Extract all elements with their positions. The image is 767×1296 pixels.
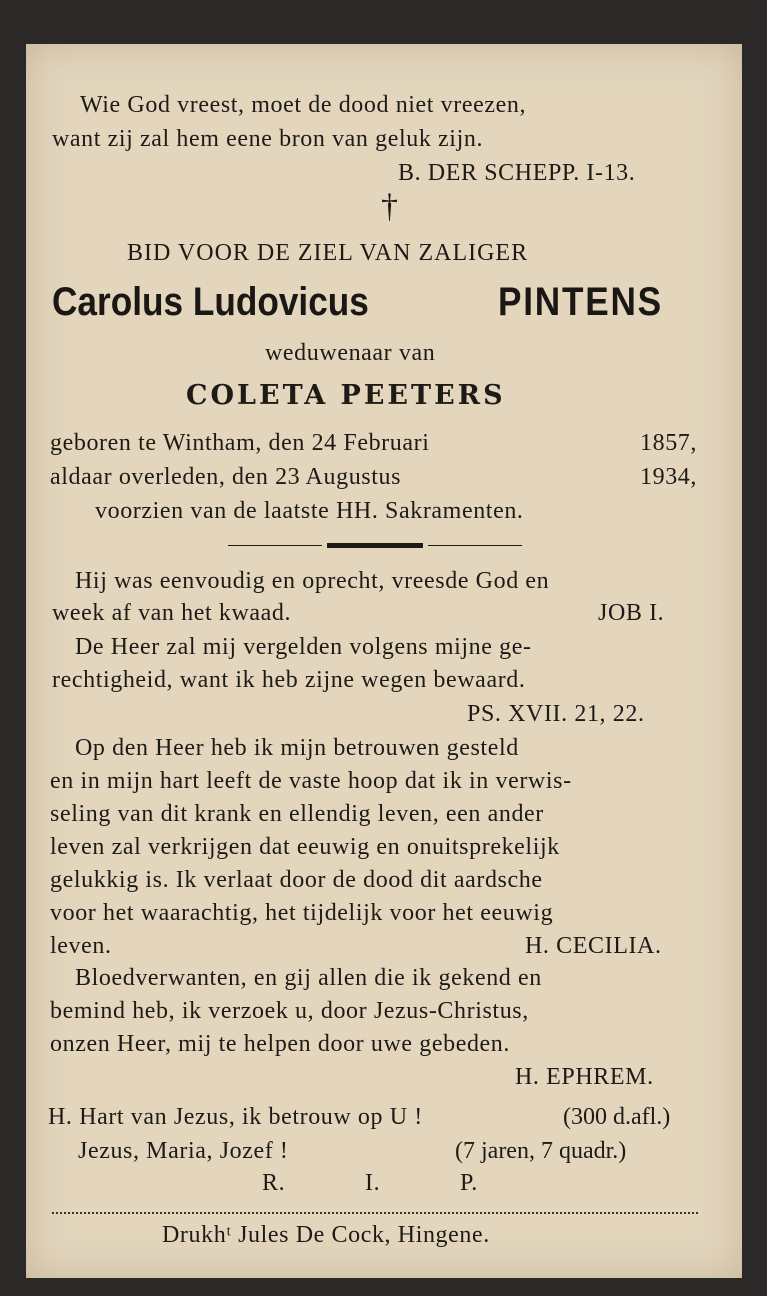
cross-icon: † xyxy=(381,188,398,225)
indulgence-2-note: (7 jaren, 7 quadr.) xyxy=(455,1138,627,1164)
dotted-rule xyxy=(52,1212,698,1214)
quote-3-line-7: leven. xyxy=(50,933,112,959)
card-paper xyxy=(26,44,742,1278)
spouse-name: COLETA PEETERS xyxy=(186,380,506,411)
birth-year: 1857, xyxy=(640,430,697,456)
quote-2-line-2: rechtigheid, want ik heb zijne wegen bewaard. xyxy=(52,667,526,693)
quote-3-line-1: Op den Heer heb ik mijn betrouwen gesteld xyxy=(75,735,519,761)
quote-1-line-2: week af van het kwaad. xyxy=(52,600,292,626)
quote-2-line-1: De Heer zal mij vergelden volgens mijne ge- xyxy=(75,634,532,660)
death-text: aldaar overleden, den 23 Augustus xyxy=(50,464,402,490)
quote-3-line-2: en in mijn hart leeft de vaste hoop dat ik in verwis- xyxy=(50,768,572,794)
quote-3-line-5: gelukkig is. Ik verlaat door de dood dit aardsche xyxy=(50,867,543,893)
deceased-given-names: Carolus Ludovicus xyxy=(52,280,369,324)
epigraph-line-2: want zij zal hem eene bron van geluk zijn. xyxy=(52,126,484,152)
epigraph-source: B. DER SCHEPP. I-13. xyxy=(398,160,636,186)
indulgence-2-text: Jezus, Maria, Jozef ! xyxy=(78,1138,289,1164)
quote-4-line-1: Bloedverwanten, en gij allen die ik gekend en xyxy=(75,965,542,991)
quote-3-line-4: leven zal verkrijgen dat eeuwig en onuitsprekelijk xyxy=(50,834,560,860)
quote-3-line-3: seling van dit krank en ellendig leven, een ander xyxy=(50,801,544,827)
sacraments-text: voorzien van de laatste HH. Sakramenten. xyxy=(95,498,524,524)
quote-4-source: H. EPHREM. xyxy=(515,1064,654,1090)
quote-4-line-2: bemind heb, ik verzoek u, door Jezus-Christus, xyxy=(50,998,529,1024)
epigraph-line-1: Wie God vreest, moet de dood niet vreezen, xyxy=(80,92,527,118)
printer-credit: Drukhᵗ Jules De Cock, Hingene. xyxy=(162,1222,490,1248)
birth-text: geboren te Wintham, den 24 Februari xyxy=(50,430,430,456)
rip-i: I. xyxy=(365,1170,381,1196)
indulgence-1-note: (300 d.afl.) xyxy=(563,1104,671,1130)
quote-1-line-1: Hij was eenvoudig en oprecht, vreesde God en xyxy=(75,568,550,594)
indulgence-1-text: H. Hart van Jezus, ik betrouw op U ! xyxy=(48,1104,423,1130)
death-year: 1934, xyxy=(640,464,697,490)
quote-2-source: PS. XVII. 21, 22. xyxy=(467,701,645,727)
rip-p: P. xyxy=(460,1170,478,1196)
quote-3-line-6: voor het waarachtig, het tijdelijk voor het eeuwig xyxy=(50,900,554,926)
relation-text: weduwenaar van xyxy=(265,340,436,366)
prayer-header: BID VOOR DE ZIEL VAN ZALIGER xyxy=(127,240,529,266)
rip-r: R. xyxy=(262,1170,286,1196)
deceased-surname: PINTENS xyxy=(498,280,663,324)
quote-1-source: JOB I. xyxy=(598,600,665,626)
divider-center xyxy=(327,543,423,548)
quote-4-line-3: onzen Heer, mij te helpen door uwe gebeden. xyxy=(50,1031,511,1057)
divider-right xyxy=(428,545,522,546)
quote-3-source: H. CECILIA. xyxy=(525,933,662,959)
divider-left xyxy=(228,545,322,546)
